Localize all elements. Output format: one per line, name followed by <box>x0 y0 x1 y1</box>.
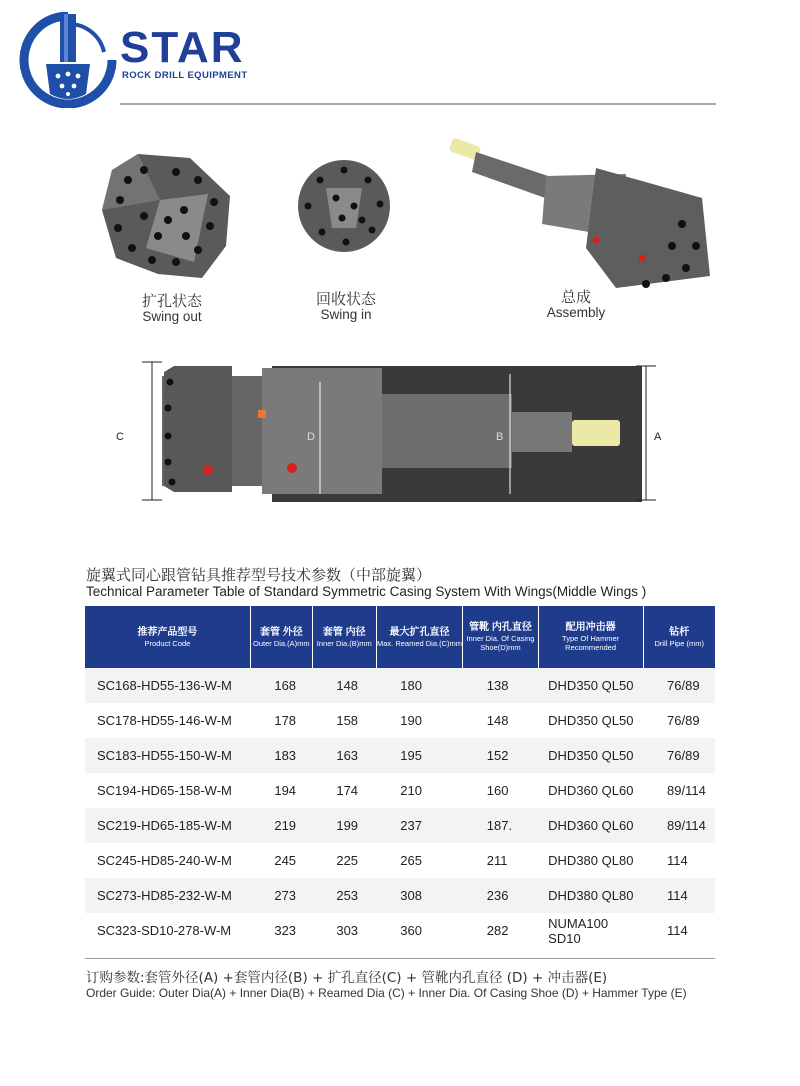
cell-hammer: DHD350 QL50 <box>538 668 643 703</box>
cell-outer-dia: 273 <box>250 878 312 913</box>
cell-hammer: NUMA100 SD10 <box>538 913 643 948</box>
parameter-table <box>85 606 715 948</box>
footer-divider <box>85 958 715 959</box>
cell-drill-pipe: 114 <box>643 913 715 948</box>
dimension-label-d: D <box>307 431 315 443</box>
cell-outer-dia: 183 <box>250 738 312 773</box>
swing-out-caption-en: Swing out <box>142 309 202 324</box>
cell-product-code: SC168-HD55-136-W-M <box>85 668 250 703</box>
swing-in-caption-cn: 回收状态 <box>315 290 376 308</box>
cell-drill-pipe: 76/89 <box>643 738 715 773</box>
casing-system-section-drawing <box>112 352 672 508</box>
cell-drill-pipe: 89/114 <box>643 773 715 808</box>
table-row <box>85 878 715 913</box>
cell-reamed-dia: 190 <box>376 703 463 738</box>
cell-reamed-dia: 360 <box>376 913 463 948</box>
cell-product-code: SC323-SD10-278-W-M <box>85 913 250 948</box>
header-casing-shoe-dia: 管靴 内孔直径 Inner Dia. Of Casing Shoe(D)mm <box>463 606 538 668</box>
cell-shoe-dia: 160 <box>463 773 538 808</box>
cell-hammer: DHD360 QL60 <box>538 773 643 808</box>
cell-reamed-dia: 308 <box>376 878 463 913</box>
cell-shoe-dia: 148 <box>463 703 538 738</box>
cell-hammer: DHD350 QL50 <box>538 703 643 738</box>
cell-shoe-dia: 236 <box>463 878 538 913</box>
table-row <box>85 668 715 703</box>
cell-inner-dia: 253 <box>312 878 376 913</box>
header-max-reamed-dia: 最大扩孔直径 Max. Reamed Dia.(C)mm <box>376 606 463 668</box>
table-row <box>85 703 715 738</box>
brand-name: STAR <box>120 23 245 72</box>
cell-drill-pipe: 114 <box>643 843 715 878</box>
cell-product-code: SC219-HD65-185-W-M <box>85 808 250 843</box>
order-guide-en: Order Guide: Outer Dia(A) + Inner Dia(B) + Reamed Dia (C) + Inner Dia. Of Casing Shoe (D) + Hammer Type (E) <box>86 986 687 1000</box>
cell-product-code: SC194-HD65-158-W-M <box>85 773 250 808</box>
cell-shoe-dia: 187. <box>463 808 538 843</box>
cell-shoe-dia: 152 <box>463 738 538 773</box>
cell-hammer: DHD350 QL50 <box>538 738 643 773</box>
header-divider <box>120 103 716 105</box>
swing-out-bit-image <box>98 150 234 280</box>
cell-shoe-dia: 282 <box>463 913 538 948</box>
cell-inner-dia: 163 <box>312 738 376 773</box>
table-row <box>85 738 715 773</box>
cell-drill-pipe: 76/89 <box>643 703 715 738</box>
cell-reamed-dia: 195 <box>376 738 463 773</box>
cell-inner-dia: 174 <box>312 773 376 808</box>
order-guide-cn: 订购参数:套管外径(A) +套管内径(B) + 扩孔直径(C) + 管靴内孔直径 (D) + 冲击器(E) <box>86 970 608 986</box>
cell-outer-dia: 219 <box>250 808 312 843</box>
section-title-en: Technical Parameter Table of Standard Symmetric Casing System With Wings(Middle Wings ) <box>86 584 647 599</box>
cell-inner-dia: 158 <box>312 703 376 738</box>
cell-shoe-dia: 138 <box>463 668 538 703</box>
assembly-caption-cn: 总成 <box>560 288 591 306</box>
cell-reamed-dia: 180 <box>376 668 463 703</box>
cell-outer-dia: 323 <box>250 913 312 948</box>
swing-out-caption-cn: 扩孔状态 <box>141 292 202 310</box>
dimension-label-c: C <box>116 431 124 443</box>
table-row <box>85 808 715 843</box>
cell-outer-dia: 178 <box>250 703 312 738</box>
cell-hammer: DHD380 QL80 <box>538 878 643 913</box>
cell-product-code: SC183-HD55-150-W-M <box>85 738 250 773</box>
cell-outer-dia: 194 <box>250 773 312 808</box>
header-drill-pipe: 钻杆 Drill Pipe (mm) <box>643 606 715 668</box>
header-hammer-type: 配用冲击器 Type Of Hammer Recommended <box>538 606 643 668</box>
dimension-label-a: A <box>654 431 662 443</box>
cell-hammer: DHD360 QL60 <box>538 808 643 843</box>
brand-tagline: ROCK DRILL EQUIPMENT <box>122 70 248 81</box>
section-title-cn: 旋翼式同心跟管钻具推荐型号技术参数（中部旋翼） <box>86 566 432 584</box>
cell-product-code: SC245-HD85-240-W-M <box>85 843 250 878</box>
swing-in-bit-image <box>296 158 392 254</box>
dimension-label-b: B <box>496 431 504 443</box>
cell-inner-dia: 148 <box>312 668 376 703</box>
star-logo-icon <box>18 12 118 108</box>
header-outer-dia: 套管 外径 Outer Dia.(A)mm <box>250 606 312 668</box>
table-row <box>85 773 715 808</box>
cell-shoe-dia: 211 <box>463 843 538 878</box>
cell-inner-dia: 303 <box>312 913 376 948</box>
cell-reamed-dia: 237 <box>376 808 463 843</box>
cell-drill-pipe: 76/89 <box>643 668 715 703</box>
table-header-row <box>85 606 715 668</box>
cell-drill-pipe: 89/114 <box>643 808 715 843</box>
cell-reamed-dia: 265 <box>376 843 463 878</box>
cell-inner-dia: 199 <box>312 808 376 843</box>
header-product-code: 推荐产品型号 Product Code <box>85 606 250 668</box>
assembly-image <box>446 128 716 300</box>
cell-product-code: SC178-HD55-146-W-M <box>85 703 250 738</box>
cell-hammer: DHD380 QL80 <box>538 843 643 878</box>
swing-in-caption-en: Swing in <box>320 307 372 322</box>
cell-outer-dia: 168 <box>250 668 312 703</box>
cell-outer-dia: 245 <box>250 843 312 878</box>
cell-drill-pipe: 114 <box>643 878 715 913</box>
assembly-caption-en: Assembly <box>546 305 606 320</box>
header-inner-dia: 套管 内径 Inner Dia.(B)mm <box>312 606 376 668</box>
table-row <box>85 843 715 878</box>
cell-reamed-dia: 210 <box>376 773 463 808</box>
cell-inner-dia: 225 <box>312 843 376 878</box>
cell-product-code: SC273-HD85-232-W-M <box>85 878 250 913</box>
table-row <box>85 913 715 948</box>
